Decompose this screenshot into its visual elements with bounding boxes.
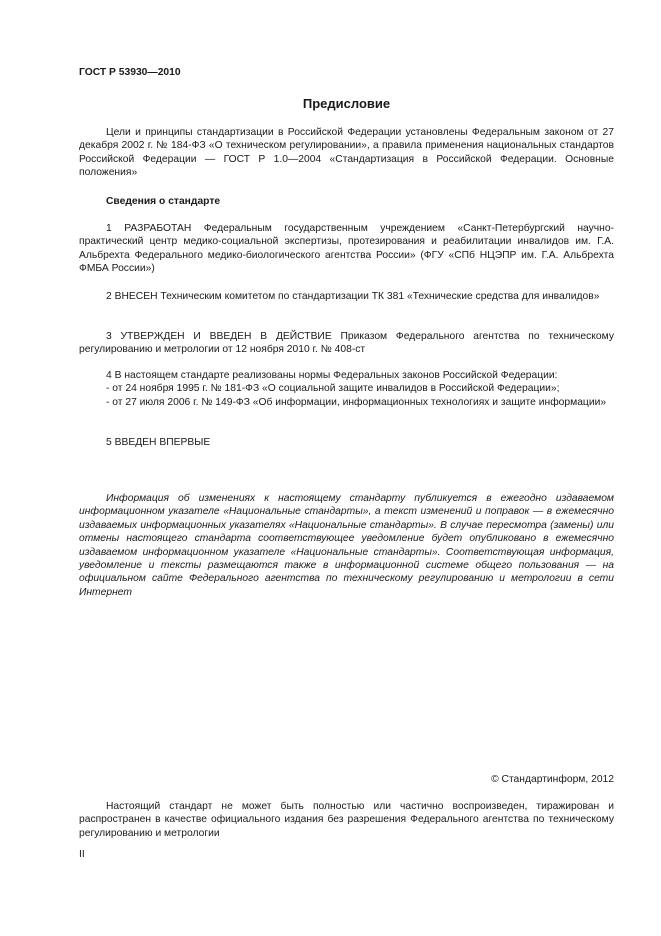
copyright-line: © Стандартинформ, 2012 bbox=[491, 774, 614, 785]
item-4-list-item: - от 27 июля 2006 г. № 149-ФЗ «Об информации, информационных технологиях и защите информации» bbox=[106, 396, 607, 408]
intro-paragraph: Цели и принципы стандартизации в Российской Федерации установлены Федеральным законом от 27 декабря 2002 г. № 184-ФЗ «О техническом регулировании», а правила применения национальных стандартов Российской Федерации — ГОСТ Р 1.0—2004 «Стандартизация в Российской Федерации. Основные положения» bbox=[79, 127, 614, 179]
info-heading: Сведения о стандарте bbox=[106, 196, 221, 207]
item-4-list-item: - от 24 ноября 1995 г. № 181-ФЗ «О социальной защите инвалидов в Российской Федерации»; bbox=[106, 383, 560, 395]
item-4-block bbox=[79, 369, 614, 409]
notice-paragraph: Информация об изменениях к настоящему стандарту публикуется в ежегодно издаваемом информационном указателе «Национальные стандарты», а текст изменений и поправок — в ежемесячно издаваемых информационных указателях «Национальные стандарты». В случае пересмотра (замены) или отмены настоящего стандарта соответствующее уведомление будет опубликовано в ежемесячно издаваемом информационном указателе «Национальные стандарты». Соответствующая информация, уведомление и тексты размещаются также в информационной системе общего пользования — на официальном сайте Федерального агентства по техническому регулированию и метрологии в сети Интернет bbox=[79, 493, 614, 598]
document-header: ГОСТ Р 53930—2010 bbox=[79, 67, 181, 78]
item-5-paragraph: 5 ВВЕДЕН ВПЕРВЫЕ bbox=[106, 437, 211, 448]
item-3-paragraph: 3 УТВЕРЖДЕН И ВВЕДЕН В ДЕЙСТВИЕ Приказом Федерального агентства по техническому регулированию и метрологии от 12 ноября 2010 г. № 408-ст bbox=[79, 331, 614, 356]
page-number: II bbox=[79, 849, 85, 860]
item-4-lead: 4 В настоящем стандарте реализованы нормы Федеральных законов Российской Федерации: bbox=[106, 370, 558, 381]
item-1-paragraph: 1 РАЗРАБОТАН Федеральным государственным учреждением «Санкт-Петербургский научно-практический центр медико-социальной экспертизы, протезирования и реабилитации инвалидов им. Г.А. Альбрехта Федерального медико-биологического агентства России» (ФГУ «СПб НЦЭПР им. Г.А. Альбрехта ФМБА России») bbox=[79, 223, 614, 275]
page-title: Предисловие bbox=[302, 96, 391, 111]
item-2-paragraph: 2 ВНЕСЕН Техническим комитетом по стандартизации ТК 381 «Технические средства для инвалидов» bbox=[106, 291, 600, 302]
rights-paragraph: Настоящий стандарт не может быть полностью или частично воспроизведен, тиражирован и распространен в качестве официального издания без разрешения Федерального агентства по техническому регулированию и метрологии bbox=[79, 801, 614, 839]
